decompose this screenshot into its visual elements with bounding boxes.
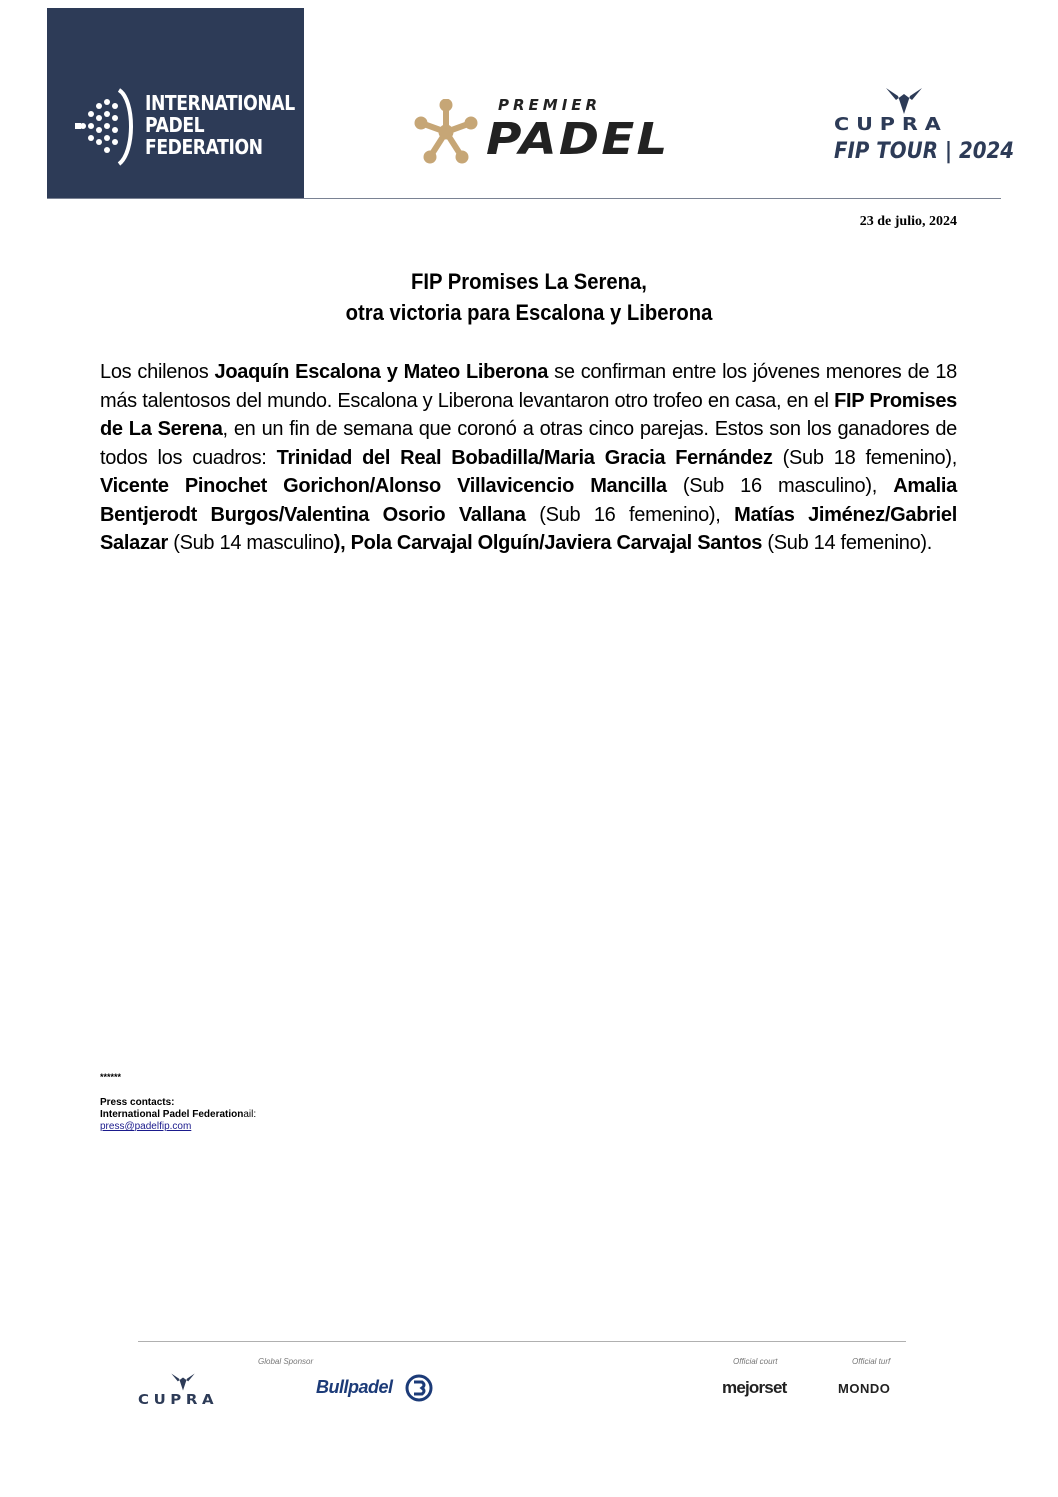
body-bold-run: Joaquín Escalona y Mateo Liberona [214, 361, 549, 383]
official-turf-label: Official turf [852, 1357, 891, 1366]
bullpadel-emblem-icon [404, 1374, 434, 1402]
body-bold-run: Matías Jiménez/Gabriel Salazar [100, 503, 957, 554]
document-title [134, 266, 923, 328]
title-line-1: FIP Promises La Serena, [411, 269, 647, 294]
body-text-run: se confirman entre los jóvenes menores de 18 más talentosos del mundo. Escalona y Liberona levantaron otro trofeo en casa, en el [100, 361, 957, 412]
body-text-run: (Sub 14 masculino [167, 532, 334, 554]
premier-logo-small-text: PREMIER [498, 96, 602, 114]
header-divider [47, 198, 1001, 199]
document-date: 23 de julio, 2024 [859, 214, 957, 229]
mondo-logo: MONDO [838, 1381, 891, 1396]
separator-stars: ****** [100, 1072, 122, 1082]
body-text-run: (Sub 14 femenino). [762, 532, 933, 554]
footer-divider [138, 1341, 906, 1342]
document-body [100, 358, 957, 558]
footer-cupra-logo: CUPRA [138, 1393, 219, 1408]
premier-logo-big-text: PADEL [486, 114, 670, 165]
cupra-emblem-icon [170, 1372, 196, 1392]
body-text-run: (Sub 16 femenino), [525, 503, 735, 526]
global-sponsor-label: Global Sponsor [258, 1357, 314, 1366]
body-bold-run: Trinidad del Real Bobadilla/Maria Gracia Fernández [276, 446, 773, 469]
title-line-2: otra victoria para Escalona y Liberona [345, 300, 713, 325]
padel-racket-icon [75, 86, 135, 168]
body-bold-run: Amalia Bentjerodt Burgos/Valentina Osorio Vallana [100, 475, 957, 526]
premier-padel-star-icon [413, 99, 479, 165]
body-bold-run: FIP Promises de La Serena [100, 389, 957, 440]
body-bold-run: Vicente Pinochet Gorichon/Alonso Villavicencio Mancilla [100, 475, 667, 497]
body-text-run: , en un fin de semana que coronó a otras cinco parejas. Estos son los ganadores de todos los cuadros: [100, 418, 957, 469]
mejorset-logo: mejorset [722, 1378, 787, 1397]
fip-logo-text: INTERNATIONAL PADEL FEDERATION [145, 91, 295, 159]
press-contacts-label: Press contacts: [100, 1097, 175, 1108]
cupra-logo-text: CUPRA [834, 114, 948, 135]
body-bold-run: ), Pola Carvajal Olguín/Javiera Carvajal Santos [333, 532, 763, 554]
official-court-label: Official court [733, 1357, 778, 1366]
press-organization: International Padel Federationail: [100, 1109, 257, 1120]
body-text-run: (Sub 16 masculino), [666, 475, 894, 497]
body-text-run: (Sub 18 femenino), [772, 446, 957, 469]
body-text-run: Los chilenos [100, 361, 215, 383]
fip-logo-box [47, 8, 304, 198]
press-email-link[interactable]: press@padelfip.com [100, 1121, 192, 1132]
cupra-emblem-icon [884, 86, 924, 116]
bullpadel-logo: Bullpadel [316, 1377, 393, 1397]
fip-tour-logo-text: FIP TOUR | 2024 [834, 139, 1015, 164]
